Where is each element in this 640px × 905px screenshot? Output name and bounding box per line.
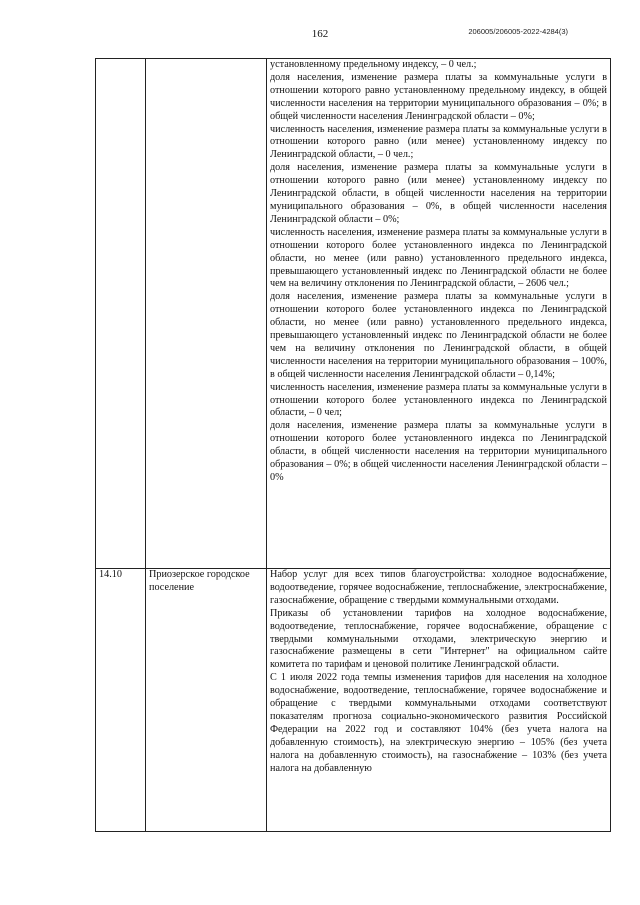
tariff-table (95, 58, 611, 832)
paragraph: доля населения, изменение размера платы за коммунальные услуги в отношении которого равно (или менее) установленному индексу по Ленинградской области, в общей численности населения на территории муниципального образования – 0%, в общей численности населения Ленинградской области – 0%; (270, 162, 607, 225)
page-number: 162 (311, 28, 329, 40)
paragraph: доля населения, изменение размера платы за коммунальные услуги в отношении которого равно установленному предельному индексу, в общей численности населения на территории муниципального образования – 0%; в общей численности населения Ленинградской области – 0%; (270, 71, 607, 122)
table-row (96, 569, 611, 832)
row-number-cell: 14.10 (96, 569, 146, 832)
paragraph: С 1 июля 2022 года темпы изменения тарифов для населения на холодное водоснабжение, водоотведение, теплоснабжение, горячее водоснабжение и обращение с твердыми коммунальными отходами соответствуют показателям прогноза социально-экономического развития Российской Федерации на 2022 год и составляют 104% (без учета налога на добавленную стоимость), на электрическую энергию – 105% (без учета налога на добавленную стоимость), на газоснабжение – 103% (без учета налога на добавленную (270, 672, 607, 774)
paragraph: численность населения, изменение размера платы за коммунальные услуги в отношении которого равно (или менее) установленному индексу по Ленинградской области, – 0 чел.; (270, 123, 607, 161)
description-cell (267, 569, 611, 832)
municipality-cell: Приозерское городское поселение (146, 569, 267, 832)
paragraph: численность населения, изменение размера платы за коммунальные услуги в отношении которого более установленного индекса по Ленинградской области, – 0 чел; (270, 381, 607, 419)
paragraph: доля населения, изменение размера платы за коммунальные услуги в отношении которого более установленного индекса по Ленинградской области, в общей численности населения на территории муниципального образования – 0%; в общей численности населения Ленинградской области – 0% (270, 420, 607, 483)
paragraph: доля населения, изменение размера платы за коммунальные услуги в отношении которого более установленного индекса по Ленинградской области, но менее (или равно) установленного предельного индекса, превышающего установленный индекс по Ленинградской области не более чем на величину отклонения по Ленинградской области, в общей численности населения на территории муниципального образования – 100%, в общей численности населения Ленинградской области – 0,14%; (270, 291, 607, 380)
paragraph: численность населения, изменение размера платы за коммунальные услуги в отношении которого более установленного индекса по Ленинградской области, но менее (или равно) установленного предельного индекса, превышающего установленный индекс по Ленинградской области не более чем на величину отклонения по Ленинградской области, – 2606 чел.; (270, 226, 607, 290)
document-code: 206005/206005-2022-4284(3) (468, 27, 568, 36)
municipality-cell (146, 59, 267, 569)
paragraph: установленному предельному индексу, – 0 чел.; (270, 59, 477, 70)
row-number-cell (96, 59, 146, 569)
paragraph: Приказы об установлении тарифов на холодное водоснабжение, водоотведение, теплоснабжение, горячее водоснабжение, обращение с твердыми коммунальными отходами, электрическую энергию и газоснабжение размещены в сети "Интернет" на официальном сайте комитета по тарифам и ценовой политике Ленинградской области. (270, 607, 607, 671)
description-cell (267, 59, 611, 569)
table-row (96, 59, 611, 569)
paragraph: Набор услуг для всех типов благоустройства: холодное водоснабжение, водоотведение, горячее водоснабжение, теплоснабжение, электроснабжение, газоснабжение, обращение с твердыми коммунальными отходами. (270, 569, 607, 606)
